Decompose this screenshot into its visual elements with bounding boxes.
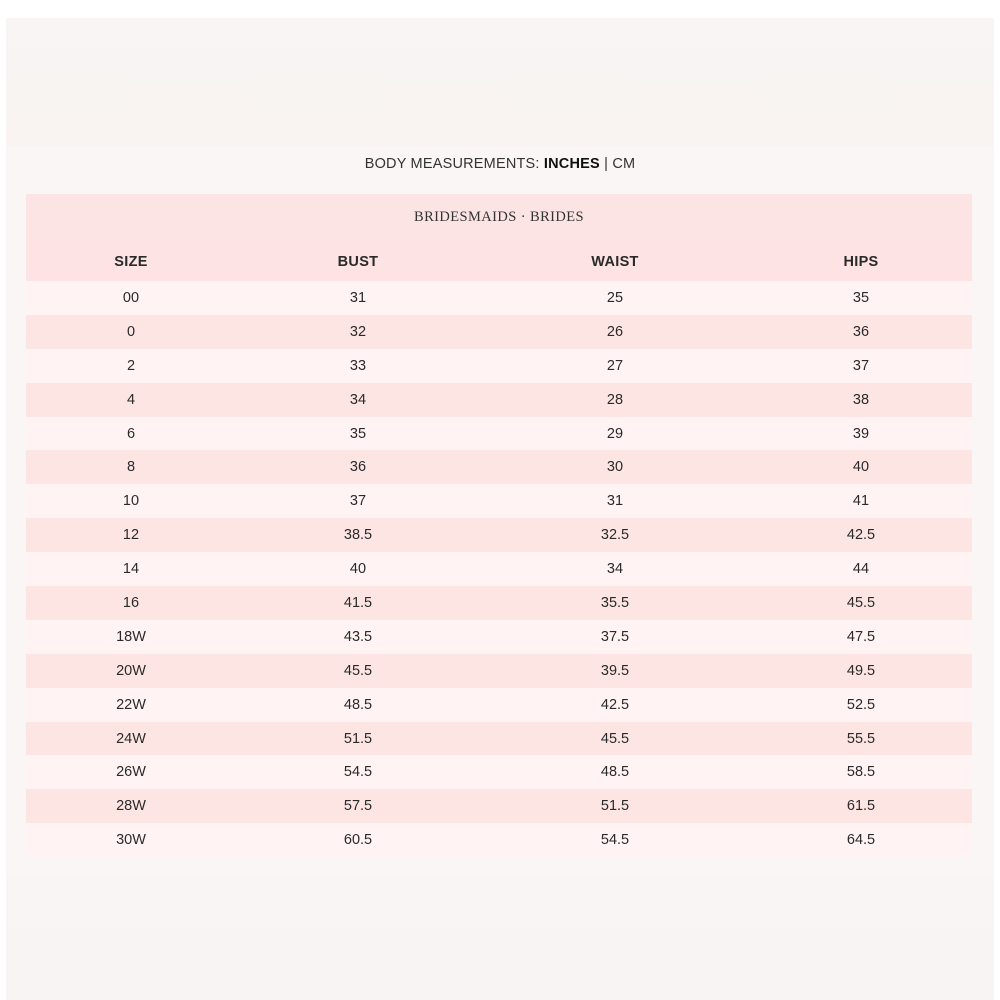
cell-hips: 41 (852, 493, 870, 510)
cell-bust: 48.5 (343, 696, 373, 713)
cell-size: 30W (116, 832, 146, 849)
cell-size: 26W (116, 764, 146, 781)
size-chart-panel (6, 18, 994, 1000)
table-title: BRIDESMAIDS · BRIDES (26, 194, 972, 242)
column-header-bust: BUST (337, 253, 379, 270)
cell-hips: 58.5 (846, 764, 876, 781)
table-row (26, 552, 972, 586)
cell-waist: 34 (606, 561, 624, 578)
table-row (26, 586, 972, 620)
cell-hips: 55.5 (846, 730, 876, 747)
cell-bust: 51.5 (343, 730, 373, 747)
unit-separator: | (599, 156, 613, 172)
cm-option[interactable]: CM (612, 156, 636, 172)
cell-hips: 47.5 (846, 628, 876, 645)
cell-hips: 64.5 (846, 832, 876, 849)
cell-hips: 52.5 (846, 696, 876, 713)
unit-toggle-label: BODY MEASUREMENTS: (364, 156, 544, 172)
table-header-row (26, 242, 972, 281)
cell-hips: 49.5 (846, 662, 876, 679)
cell-waist: 48.5 (600, 764, 630, 781)
table-row (26, 349, 972, 383)
unit-toggle (6, 156, 994, 172)
inches-option[interactable]: INCHES (543, 156, 600, 172)
cell-waist: 25 (606, 289, 624, 306)
cell-waist: 39.5 (600, 662, 630, 679)
cell-size: 2 (126, 357, 136, 374)
table-row (26, 450, 972, 484)
cell-hips: 38 (852, 391, 870, 408)
cell-waist: 31 (606, 493, 624, 510)
cell-bust: 36 (349, 459, 367, 476)
cell-size: 14 (122, 561, 140, 578)
cell-hips: 36 (852, 323, 870, 340)
table-row (26, 654, 972, 688)
cell-waist: 26 (606, 323, 624, 340)
cell-bust: 60.5 (343, 832, 373, 849)
cell-bust: 45.5 (343, 662, 373, 679)
cell-size: 28W (116, 798, 146, 815)
table-row (26, 281, 972, 315)
cell-waist: 35.5 (600, 594, 630, 611)
cell-size: 8 (126, 459, 136, 476)
cell-bust: 54.5 (343, 764, 373, 781)
cell-waist: 42.5 (600, 696, 630, 713)
bottom-blurred-area (6, 878, 994, 1000)
table-row (26, 620, 972, 654)
cell-waist: 28 (606, 391, 624, 408)
cell-waist: 51.5 (600, 798, 630, 815)
column-header-waist: WAIST (591, 253, 639, 270)
cell-size: 24W (116, 730, 146, 747)
table-body (26, 281, 972, 857)
cell-hips: 61.5 (846, 798, 876, 815)
cell-waist: 45.5 (600, 730, 630, 747)
table-row (26, 789, 972, 823)
cell-bust: 31 (349, 289, 367, 306)
cell-size: 10 (122, 493, 140, 510)
cell-waist: 30 (606, 459, 624, 476)
cell-size: 16 (122, 594, 140, 611)
cell-bust: 34 (349, 391, 367, 408)
cell-bust: 38.5 (343, 527, 373, 544)
table-row (26, 688, 972, 722)
table-row (26, 417, 972, 451)
cell-waist: 29 (606, 425, 624, 442)
cell-bust: 37 (349, 493, 367, 510)
cell-bust: 43.5 (343, 628, 373, 645)
table-row (26, 823, 972, 857)
cell-size: 6 (126, 425, 136, 442)
cell-bust: 40 (349, 561, 367, 578)
cell-hips: 40 (852, 459, 870, 476)
cell-hips: 37 (852, 357, 870, 374)
cell-hips: 44 (852, 561, 870, 578)
cell-size: 18W (116, 628, 146, 645)
cell-size: 0 (126, 323, 136, 340)
top-blurred-area (6, 18, 994, 146)
cell-bust: 41.5 (343, 594, 373, 611)
size-table (26, 194, 972, 857)
table-row (26, 315, 972, 349)
cell-waist: 54.5 (600, 832, 630, 849)
cell-hips: 39 (852, 425, 870, 442)
cell-waist: 32.5 (600, 527, 630, 544)
column-header-hips: HIPS (843, 253, 879, 270)
table-row (26, 383, 972, 417)
cell-bust: 35 (349, 425, 367, 442)
table-row (26, 722, 972, 756)
cell-size: 20W (116, 662, 146, 679)
cell-size: 12 (122, 527, 140, 544)
cell-waist: 37.5 (600, 628, 630, 645)
cell-bust: 57.5 (343, 798, 373, 815)
cell-size: 22W (116, 696, 146, 713)
table-row (26, 484, 972, 518)
cell-size: 4 (126, 391, 136, 408)
cell-waist: 27 (606, 357, 624, 374)
column-header-size: SIZE (114, 253, 148, 270)
cell-bust: 32 (349, 323, 367, 340)
cell-hips: 35 (852, 289, 870, 306)
table-row (26, 755, 972, 789)
cell-size: 00 (122, 289, 140, 306)
cell-hips: 45.5 (846, 594, 876, 611)
cell-bust: 33 (349, 357, 367, 374)
cell-hips: 42.5 (846, 527, 876, 544)
table-row (26, 518, 972, 552)
